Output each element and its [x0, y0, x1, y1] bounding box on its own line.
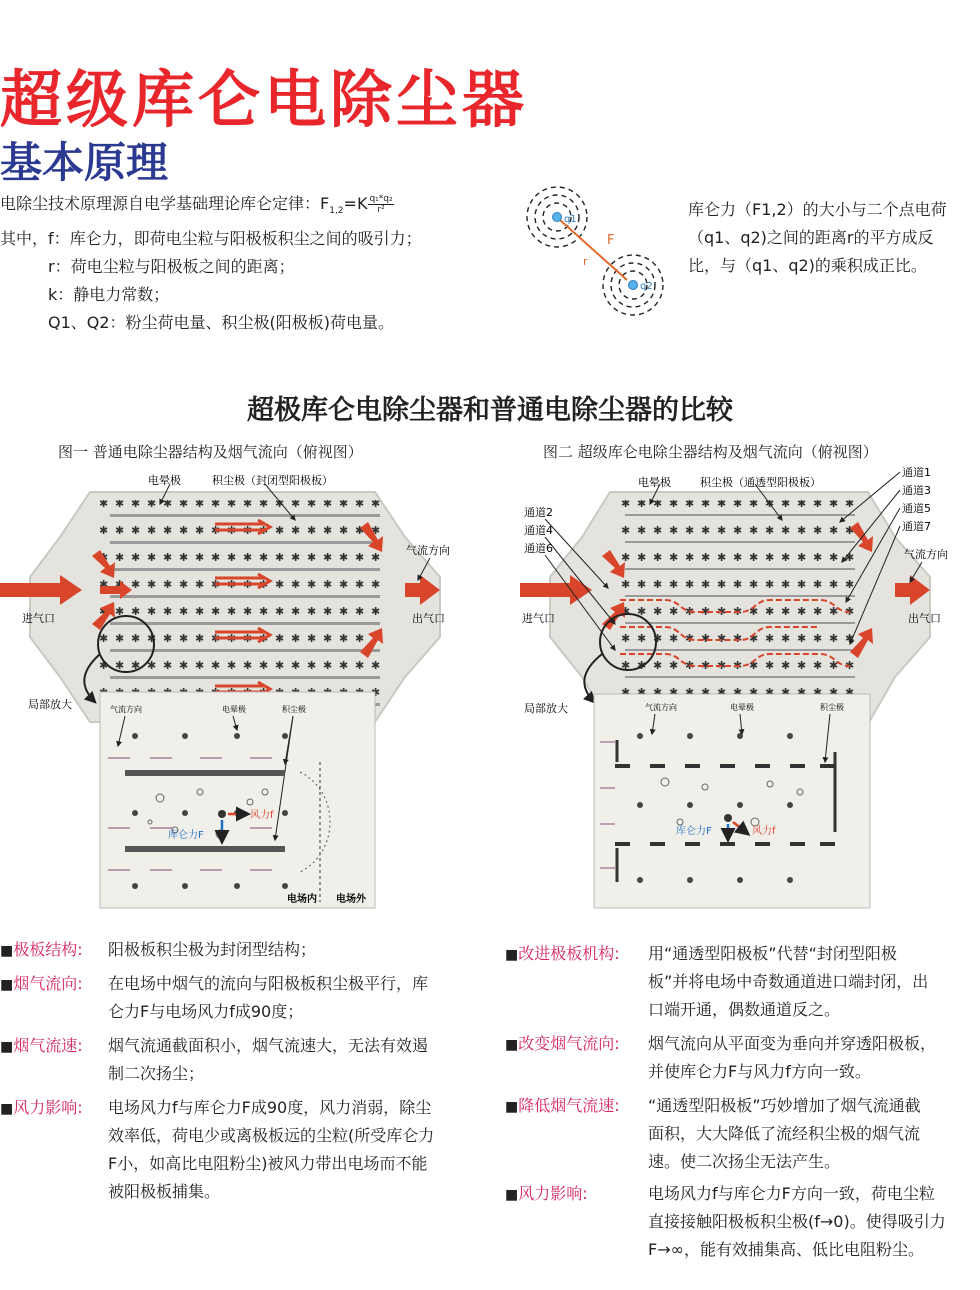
q2-label: q2: [640, 281, 653, 292]
intro-line-f: 其中，f：库仑力，即荷电尘粒与阳极板积尘之间的吸引力；: [0, 229, 422, 249]
fraction-numerator: q₁*q₂: [369, 194, 393, 204]
right-item-head: 改变烟气流向:: [518, 1034, 620, 1053]
bullet-square-icon: ■: [0, 977, 14, 993]
bullet-square-icon: ■: [0, 943, 14, 959]
bullet-square-icon: ■: [505, 1187, 519, 1203]
fig2-detail-collector-label: 积尘极: [820, 703, 844, 712]
left-item-head: 烟气流速:: [13, 1036, 83, 1055]
left-item-plate-structure: [0, 936, 480, 964]
force-line: [560, 220, 627, 280]
fig2-zoom-label: 局部放大: [524, 702, 568, 715]
fig2-detail-flow-label: 气流方向: [645, 703, 677, 712]
fig1-field-out-label: 电场外: [336, 894, 366, 905]
fig2-diagram: [490, 462, 978, 912]
fig2-collector-label: 积尘极（通透型阳极板）: [700, 476, 821, 489]
fig2-corona-grid: [616, 500, 862, 716]
fig2-channel-1-label: 通道1: [902, 466, 931, 479]
left-item-line: 阳极板积尘极为封闭型结构；: [108, 940, 317, 959]
fig1-diagram: [0, 462, 490, 912]
right-item-line: 电场风力f与库仑力F方向一致，荷电尘粒: [648, 1184, 935, 1203]
fig1-particle-icon: [218, 810, 226, 818]
fig2-detail-corona-label: 电晕极: [730, 703, 754, 712]
fig1-field-in-label: 电场内: [287, 894, 317, 905]
fig1-title: 图一 普通电除尘器结构及烟气流向（俯视图）: [58, 443, 363, 461]
fig1-detail-box: [100, 692, 375, 908]
bullet-square-icon: ■: [505, 1037, 519, 1053]
right-item-flow-speed: [505, 1092, 980, 1176]
left-item-line: 制二次扬尘；: [108, 1064, 205, 1083]
right-item-line: 并使库仑力F与风力f方向一致。: [648, 1062, 871, 1081]
right-item-wind-effect: [505, 1180, 980, 1264]
coulomb-description: 库仑力（F1,2）的大小与二个点电荷（q1、q2)之间的距离r的平方成反比，与（q1、q2)的乘积成正比。: [688, 200, 947, 275]
left-item-line: F小，如高比电阻粉尘)被风力带出电场而不能: [108, 1154, 428, 1173]
fig2-inlet-label: 进气口: [522, 612, 555, 625]
right-item-line: 面积，大大降低了流经积尘极的烟气流: [648, 1124, 921, 1143]
formula-sub: 1,2: [329, 206, 344, 217]
fig1-detail-collector-label: 积尘极: [282, 705, 306, 714]
fig2-channel-7-label: 通道7: [902, 520, 931, 533]
right-item-line: “通透型阳极板”巧妙增加了烟气流通截: [648, 1096, 921, 1115]
fig1-detail-flow-label: 气流方向: [110, 705, 142, 714]
fig2-corona-label: 电晕极: [638, 476, 671, 489]
fig2-channel-3-label: 通道3: [902, 484, 931, 497]
left-item-line: 仑力F与电场风力f成90度；: [108, 1002, 304, 1021]
fig2-channel-2-label: 通道2: [524, 506, 553, 519]
right-item-line: 速。使二次扬尘无法产生。: [648, 1152, 841, 1171]
fig1-coulomb-label: 库仑力F: [168, 830, 204, 841]
fig1-corona-label: 电晕极: [148, 474, 181, 487]
left-item-flow-direction: [0, 970, 480, 1026]
fig2-channel-5-label: 通道5: [902, 502, 931, 515]
formula-k: =K: [343, 194, 368, 213]
fig2-coulomb-label: 库仑力F: [676, 826, 712, 837]
right-item-head: 风力影响:: [518, 1184, 588, 1203]
fig1-wind-label: 风力f: [250, 810, 274, 821]
fig1-zoom-label: 局部放大: [28, 698, 72, 711]
force-label: F: [607, 233, 615, 248]
right-item-line: 口端开通，偶数通道反之。: [648, 1000, 841, 1019]
left-item-head: 烟气流向:: [13, 974, 83, 993]
formula-line: [0, 190, 422, 225]
left-item-line: 电场风力f与库仑力F成90度，风力消弱，除尘: [108, 1098, 432, 1117]
fig1-flow-label: 气流方向: [406, 544, 450, 557]
fig1-detail-corona-label: 电晕极: [222, 705, 246, 714]
bullet-square-icon: ■: [505, 947, 519, 963]
bullet-square-icon: ■: [0, 1101, 14, 1117]
bullet-square-icon: ■: [0, 1039, 14, 1055]
main-title: 超级库仑电除尘器: [0, 63, 529, 136]
intro-line-r: r：荷电尘粒与阳极板之间的距离；: [48, 257, 295, 277]
fig2-flow-label: 气流方向: [904, 548, 948, 561]
fraction-denominator: r²: [377, 205, 385, 215]
fig2-channel-6-label: 通道6: [524, 542, 553, 555]
charge-q2-icon: [629, 281, 638, 290]
fig1-corona-grid: [100, 500, 382, 714]
left-item-line: 被阳极板捕集。: [108, 1182, 221, 1201]
fig1-collector-label: 积尘极（封闭型阳极板）: [212, 474, 333, 487]
left-item-head: 风力影响:: [13, 1098, 83, 1117]
section-title: 基本原理: [0, 138, 169, 187]
left-item-wind-effect: [0, 1094, 480, 1206]
coulomb-diagram: [515, 180, 685, 320]
fig2-outlet-label: 出气口: [908, 612, 941, 625]
right-item-head: 降低烟气流速:: [518, 1096, 620, 1115]
fig2-title: 图二 超级库仑电除尘器结构及烟气流向（俯视图）: [543, 443, 878, 461]
fig1-detail-plate-bottom: [125, 846, 285, 852]
intro-line-k: k：静电力常数；: [48, 285, 170, 305]
right-item-plate-improvement: [505, 940, 980, 1024]
charge-q1-icon: [553, 213, 562, 222]
q1-label: q1: [564, 214, 577, 225]
fig1-outlet-label: 出气口: [412, 612, 445, 625]
comparison-title: 超极库仑电除尘器和普通电除尘器的比较: [247, 395, 733, 426]
right-item-line: 直接接触阳极板积尘极(f→0)。使得吸引力: [648, 1212, 946, 1231]
left-item-line: 在电场中烟气的流向与阳极板积尘极平行，库: [108, 974, 429, 993]
bullet-square-icon: ■: [505, 1099, 519, 1115]
right-item-line: F→∞，能有效捕集高、低比电阻粉尘。: [648, 1240, 924, 1259]
intro-line-q: Q1、Q2：粉尘荷电量、积尘极(阳极板)荷电量。: [48, 313, 395, 333]
right-item-line: 板”并将电场中奇数通道进口端封闭，出: [648, 972, 929, 991]
distance-label: r: [583, 255, 588, 268]
right-item-line: 用“通透型阳极板”代替“封闭型阳极: [648, 944, 897, 963]
left-item-flow-speed: [0, 1032, 480, 1088]
fig2-wind-label: 风力f: [752, 826, 776, 837]
fig1-inlet-label: 进气口: [22, 612, 55, 625]
left-item-head: 极板结构:: [13, 940, 83, 959]
intro-text: [0, 190, 422, 337]
right-item-line: 烟气流向从平面变为垂向并穿透阳极板，: [648, 1034, 937, 1053]
left-item-line: 烟气流通截面积小，烟气流速大，无法有效遏: [108, 1036, 429, 1055]
right-item-flow-direction: [505, 1030, 980, 1086]
formula-prefix: 电除尘技术原理源自电学基础理论库仑定律：F: [0, 194, 330, 213]
left-item-line: 效率低，荷电少或离极板远的尘粒(所受库仑力: [108, 1126, 435, 1145]
fig2-particle-icon: [724, 814, 732, 822]
formula-fraction: [368, 194, 393, 215]
fig2-channel-4-label: 通道4: [524, 524, 553, 537]
fig1-detail-plate-top: [125, 770, 285, 776]
right-item-head: 改进极板机构:: [518, 944, 620, 963]
